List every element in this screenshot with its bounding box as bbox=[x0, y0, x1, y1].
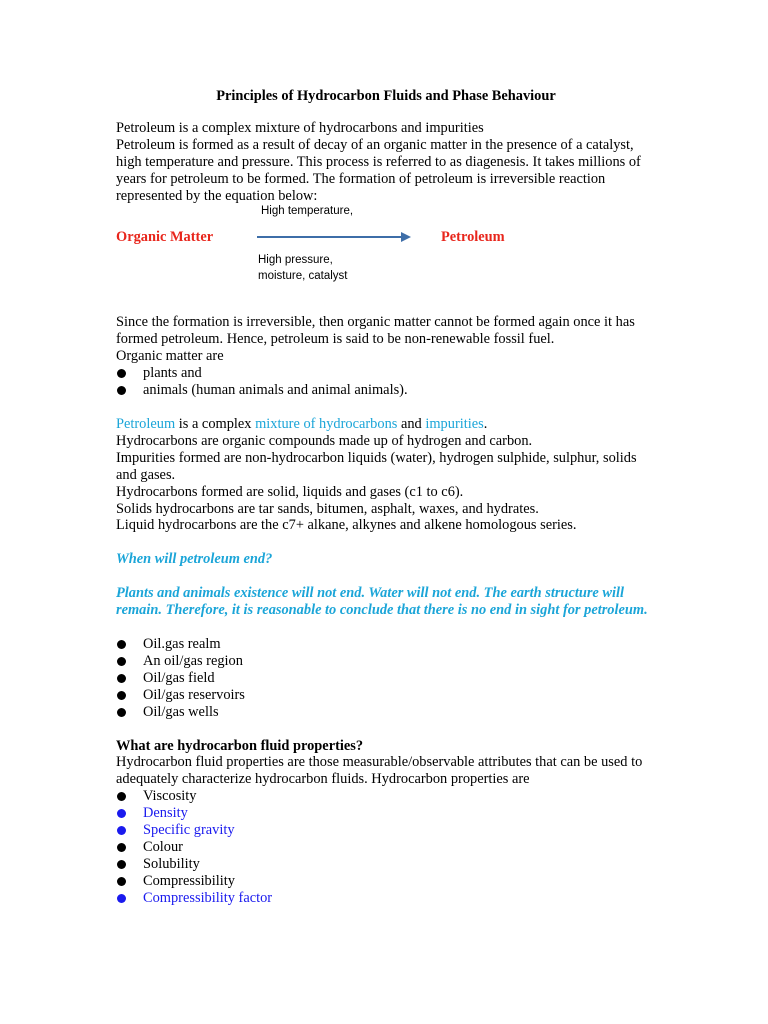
condition-top-label: High temperature, bbox=[261, 205, 354, 218]
list-item: Colour bbox=[116, 839, 656, 856]
bullet-icon bbox=[117, 386, 126, 395]
list-item: Oil.gas realm bbox=[116, 636, 656, 653]
fact-line: Impurities formed are non-hydrocarbon liquids (water), hydrogen sulphide, sulphur, solids and gases. bbox=[116, 449, 637, 483]
list-item: Specific gravity bbox=[116, 822, 656, 839]
bullet-icon bbox=[117, 843, 126, 852]
list-item: plants and bbox=[116, 365, 656, 382]
organic-matter-list bbox=[116, 365, 656, 399]
organic-matter-intro: Organic matter are bbox=[116, 348, 224, 365]
reaction-arrow-icon bbox=[255, 229, 415, 245]
condition-bottom-label: High pressure, moisture, catalyst bbox=[258, 254, 348, 282]
petroleum-definition: Petroleum is a complex mixture of hydrocarbons and impurities. bbox=[116, 415, 488, 432]
bullet-icon bbox=[117, 826, 126, 835]
document-title: Principles of Hydrocarbon Fluids and Phase Behaviour bbox=[216, 88, 556, 104]
intro-paragraph: Petroleum is formed as a result of decay of an organic matter in the presence of a catalyst, high temperature and pressure. This process is referred to as diagenesis. It takes millions of years for petroleum to be formed. The formation of petroleum is irreversible reaction represented by the equation below: bbox=[116, 136, 641, 204]
bullet-icon bbox=[117, 792, 126, 801]
list-item: Oil/gas reservoirs bbox=[116, 687, 656, 704]
fact-line: Solids hydrocarbons are tar sands, bitumen, asphalt, waxes, and hydrates. bbox=[116, 500, 539, 517]
bullet-icon bbox=[117, 640, 126, 649]
formation-equation-diagram bbox=[116, 205, 656, 314]
bullet-icon bbox=[117, 708, 126, 717]
properties-intro: Hydrocarbon fluid properties are those measurable/observable attributes that can be used to adequately characterize hydrocarbon fluids. Hydrocarbon properties are bbox=[116, 754, 643, 788]
fact-line: Hydrocarbons are organic compounds made up of hydrogen and carbon. bbox=[116, 432, 533, 449]
answer-paragraph: Plants and animals existence will not end. Water will not end. The earth structure will remain. Therefore, it is reasonable to conclude that there is no end in sight for petroleum. bbox=[116, 585, 648, 619]
bullet-icon bbox=[117, 877, 126, 886]
reactant-label: Organic Matter bbox=[116, 229, 214, 246]
list-item: Compressibility factor bbox=[116, 890, 656, 907]
irreversible-paragraph: Since the formation is irreversible, then organic matter cannot be formed again once it has formed petroleum. Hence, petroleum is said to be non-renewable fossil fuel. bbox=[116, 314, 635, 348]
list-item: Solubility bbox=[116, 856, 656, 873]
realm-list bbox=[116, 636, 656, 721]
list-item: animals (human animals and animal animals). bbox=[116, 382, 656, 399]
list-item: Oil/gas wells bbox=[116, 704, 656, 721]
document-page bbox=[116, 88, 656, 907]
list-item: Oil/gas field bbox=[116, 670, 656, 687]
bullet-icon bbox=[117, 691, 126, 700]
bullet-icon bbox=[117, 674, 126, 683]
fact-line: Liquid hydrocarbons are the c7+ alkane, alkynes and alkene homologous series. bbox=[116, 517, 577, 534]
list-item: Compressibility bbox=[116, 873, 656, 890]
bullet-icon bbox=[117, 657, 126, 666]
properties-heading: What are hydrocarbon fluid properties? bbox=[116, 737, 364, 754]
product-label: Petroleum bbox=[441, 229, 505, 246]
list-item: Density bbox=[116, 805, 656, 822]
bullet-icon bbox=[117, 860, 126, 869]
list-item: An oil/gas region bbox=[116, 653, 656, 670]
bullet-icon bbox=[117, 369, 126, 378]
intro-line-1: Petroleum is a complex mixture of hydrocarbons and impurities bbox=[116, 119, 484, 136]
properties-list bbox=[116, 788, 656, 906]
bullet-icon bbox=[117, 809, 126, 818]
question-heading: When will petroleum end? bbox=[116, 551, 273, 568]
bullet-icon bbox=[117, 894, 126, 903]
fact-line: Hydrocarbons formed are solid, liquids and gases (c1 to c6). bbox=[116, 483, 464, 500]
list-item: Viscosity bbox=[116, 788, 656, 805]
